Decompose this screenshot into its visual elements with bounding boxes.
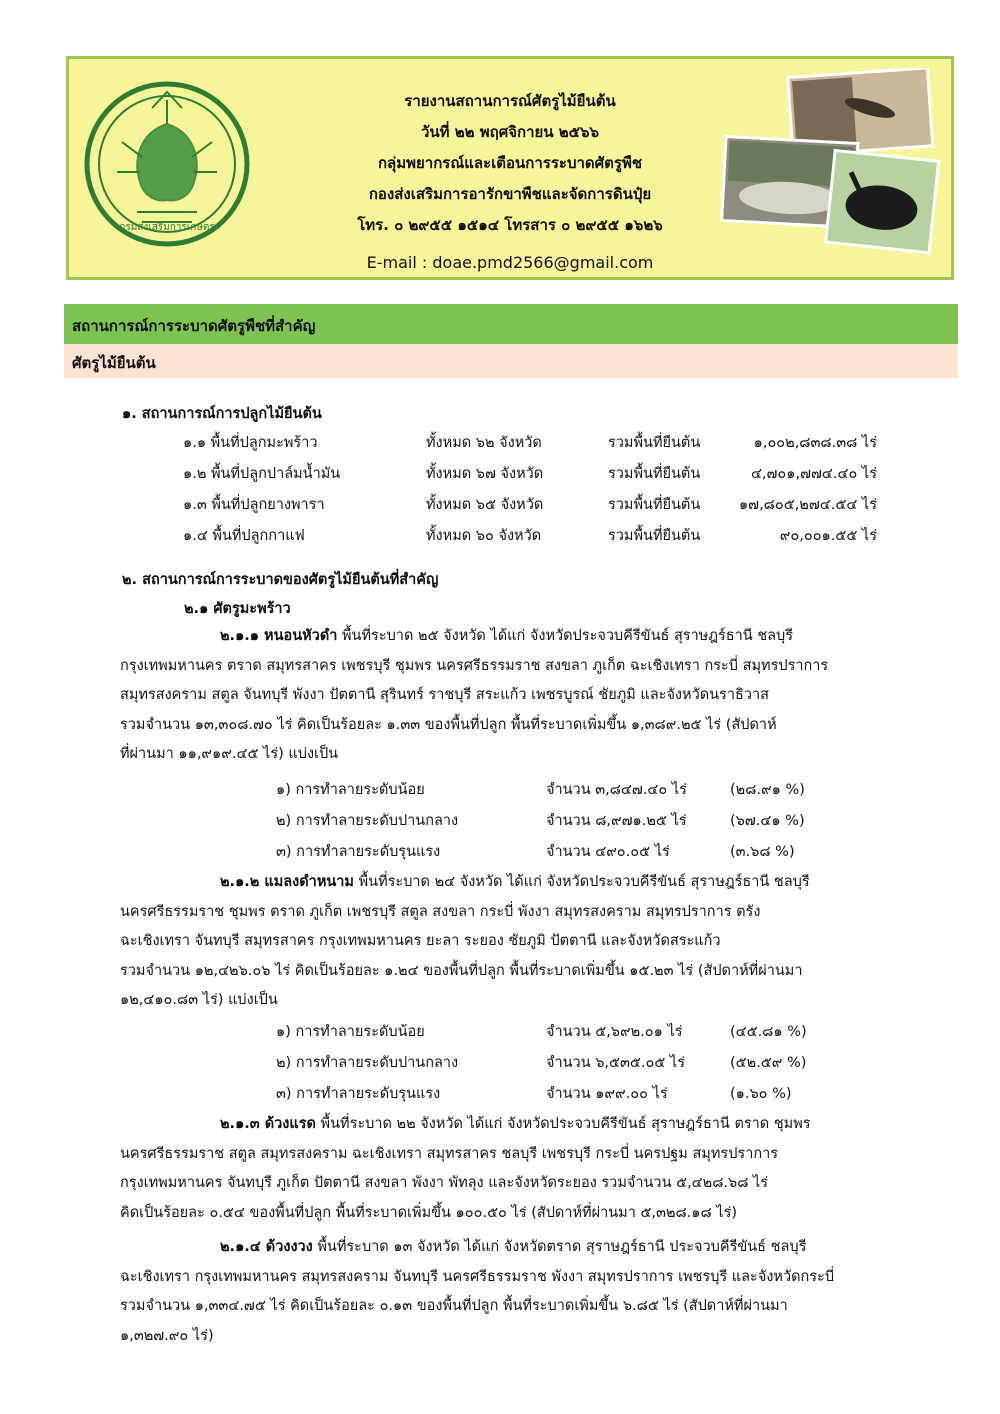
- p213-line1: พื้นที่ระบาด ๒๒ จังหวัด ได้แก่ จังหวัดประจวบคีรีขันธ์ สุราษฎร์ธานี ตราด ชุมพร: [315, 1116, 811, 1132]
- para-2-1-3: [120, 1110, 920, 1228]
- p211-line3: สมุทรสงคราม สตูล จันทบุรี พังงา ปัตตานี สุรินทร์ ราชบุรี สระแก้ว เพชรบูรณ์ ชัยภูมิ และจังหวัดนราธิวาส: [120, 687, 769, 703]
- s1-row1-prov: ทั้งหมด ๖๒ จังหวัด: [426, 435, 542, 451]
- p211-line5: ที่ผ่านมา ๑๑,๙๑๙.๔๕ ไร่) แบ่งเป็น: [120, 746, 339, 762]
- p211-level1-amount: จำนวน ๓,๘๔๗.๔๐ ไร่: [546, 782, 687, 798]
- p211-level2-label: ๒) การทำลายระดับปานกลาง: [276, 813, 459, 829]
- p211-lead: ๒.๑.๑ หนอนหัวดำ: [220, 628, 338, 644]
- s1-row2-value: ๔,๗๐๑,๗๗๔.๔๐ ไร่: [750, 466, 877, 482]
- s1-row2-item: ๑.๒ พื้นที่ปลูกปาล์มน้ำมัน: [183, 466, 341, 482]
- p212-level1-label: ๑) การทำลายระดับน้อย: [276, 1024, 425, 1040]
- p212-level3-label: ๓) การทำลายระดับรุนแรง: [276, 1086, 441, 1102]
- para-2-1-2: [120, 868, 920, 1016]
- section2-title: ๒. สถานการณ์การระบาดของศัตรูไม้ยืนต้นที่สำคัญ: [122, 572, 439, 588]
- seal-caption: กรมส่งเสริมการเกษตร: [119, 222, 215, 233]
- report-date: วันที่ ๒๒ พฤศจิกายน ๒๕๖๖: [420, 123, 600, 141]
- s1-row4-prov: ทั้งหมด ๖๐ จังหวัด: [426, 528, 542, 544]
- s1-row1-label: รวมพื้นที่ยืนต้น: [608, 435, 701, 451]
- s1-row3-label: รวมพื้นที่ยืนต้น: [608, 497, 701, 513]
- para-2-1-1: [120, 622, 920, 770]
- p211-line2: กรุงเทพมหานคร ตราด สมุทรสาคร เพชรบุรี ชุมพร นครศรีธรรมราช สงขลา ภูเก็ต ฉะเชิงเทรา กระบี่ สมุทรปราการ: [120, 657, 829, 674]
- contact-email: E-mail : doae.pmd2566@gmail.com: [366, 253, 654, 272]
- p211-level3-amount: จำนวน ๔๙๐.๐๕ ไร่: [546, 844, 670, 860]
- report-title: รายงานสถานการณ์ศัตรูไม้ยืนต้น: [404, 92, 616, 110]
- p212-line1: พื้นที่ระบาด ๒๔ จังหวัด ได้แก่ จังหวัดประจวบคีรีขันธ์ สุราษฎร์ธานี ชลบุรี: [353, 874, 810, 890]
- p211-level1-pct: (๒๘.๙๑ %): [730, 782, 805, 798]
- p212-level1-pct: (๔๕.๘๑ %): [730, 1024, 807, 1040]
- para-2-1-4: [120, 1233, 920, 1351]
- p214-line2: ฉะเชิงเทรา กรุงเทพมหานคร สมุทรสงคราม จันทบุรี นครศรีธรรมราช พังงา สมุทรปราการ เพชรบุรี และจังหวัดกระบี่: [120, 1268, 835, 1285]
- p211-line1: พื้นที่ระบาด ๒๕ จังหวัด ได้แก่ จังหวัดประจวบคีรีขันธ์ สุราษฎร์ธานี ชลบุรี: [337, 628, 794, 644]
- p214-line3: รวมจำนวน ๑,๓๓๔.๗๕ ไร่ คิดเป็นร้อยละ ๐.๑๓ ของพื้นที่ปลูก พื้นที่ระบาดเพิ่มขึ้น ๖.๘๕ ไร่ (สัปดาห์ที่ผ่านมา: [120, 1298, 788, 1314]
- p212-lead: ๒.๑.๒ แมลงดำหนาม: [220, 874, 354, 890]
- p214-lead: ๒.๑.๔ ด้วงงวง: [220, 1239, 313, 1255]
- p211-level1-label: ๑) การทำลายระดับน้อย: [276, 782, 425, 798]
- p213-lead: ๒.๑.๓ ด้วงแรด: [220, 1116, 316, 1132]
- p214-line1: พื้นที่ระบาด ๑๓ จังหวัด ได้แก่ จังหวัดตราด สุราษฎร์ธานี ประจวบคีรีขันธ์ ชลบุรี: [312, 1239, 807, 1255]
- p213-line3: กรุงเทพมหานคร จันทบุรี ภูเก็ต ปัตตานี สงขลา พังงา พัทลุง และจังหวัดระยอง รวมจำนวน ๕,๔๒๘.๖๘ ไร่: [120, 1175, 769, 1191]
- p211-level2-pct: (๖๗.๔๑ %): [730, 813, 805, 829]
- section-band-main: สถานการณ์การระบาดศัตรูพืชที่สำคัญ: [64, 304, 958, 344]
- contact-phone: โทร. ๐ ๒๙๕๕ ๑๕๑๔ โทรสาร ๐ ๒๙๕๕ ๑๖๒๖: [357, 216, 663, 234]
- s1-row3-prov: ทั้งหมด ๖๕ จังหวัด: [426, 497, 544, 513]
- header-text: [290, 86, 730, 278]
- group-name: กลุ่มพยากรณ์และเตือนการระบาดศัตรูพืช: [377, 154, 643, 172]
- p211-level2-amount: จำนวน ๘,๙๗๑.๒๕ ไร่: [546, 813, 687, 829]
- p212-line5: ๑๒,๔๑๐.๘๓ ไร่) แบ่งเป็น: [120, 992, 278, 1008]
- s1-row4-value: ๙๐,๐๐๑.๕๕ ไร่: [779, 528, 877, 544]
- p212-level2-label: ๒) การทำลายระดับปานกลาง: [276, 1055, 459, 1071]
- section2-sub-coconut: ๒.๑ ศัตรูมะพร้าว: [184, 601, 291, 617]
- p211-level3-pct: (๓.๖๘ %): [730, 844, 795, 860]
- s1-row1-value: ๑,๐๐๒,๘๓๘.๓๘ ไร่: [753, 435, 877, 451]
- pest-photos: [720, 68, 940, 258]
- p213-line4: คิดเป็นร้อยละ ๐.๕๔ ของพื้นที่ปลูก พื้นที่ระบาดเพิ่มขึ้น ๑๐๐.๕๐ ไร่ (สัปดาห์ที่ผ่านมา ๕,๓๒๘.๑๘ ไร่): [120, 1204, 738, 1221]
- s1-row4-item: ๑.๔ พื้นที่ปลูกกาแฟ: [183, 528, 305, 544]
- p212-line3: ฉะเชิงเทรา จันทบุรี สมุทรสาคร กรุงเทพมหานคร ยะลา ระยอง ชัยภูมิ ปัตตานี และจังหวัดสระแก้ว: [120, 933, 721, 949]
- s1-row1-item: ๑.๑ พื้นที่ปลูกมะพร้าว: [183, 435, 318, 451]
- s1-row2-prov: ทั้งหมด ๖๗ จังหวัด: [426, 466, 544, 482]
- p212-line4: รวมจำนวน ๑๒,๔๒๖.๐๖ ไร่ คิดเป็นร้อยละ ๑.๒๔ ของพื้นที่ปลูก พื้นที่ระบาดเพิ่มขึ้น ๑๕.๒๓ ไร่ (สัปดาห์ที่ผ่านมา: [120, 962, 803, 979]
- p211-level3-label: ๓) การทำลายระดับรุนแรง: [276, 844, 441, 860]
- s1-row3-value: ๑๗,๘๐๕,๒๗๔.๕๔ ไร่: [738, 497, 877, 513]
- p211-line4: รวมจำนวน ๑๓,๓๐๘.๗๐ ไร่ คิดเป็นร้อยละ ๑.๓๓ ของพื้นที่ปลูก พื้นที่ระบาดเพิ่มขึ้น ๑,๓๘๙.๒๕ ไร่ (สัปดาห์: [120, 716, 777, 733]
- p212-level1-amount: จำนวน ๕,๖๙๒.๐๑ ไร่: [546, 1024, 683, 1040]
- p212-level2-pct: (๕๒.๕๙ %): [730, 1055, 807, 1071]
- p212-level3-amount: จำนวน ๑๙๙.๐๐ ไร่: [546, 1086, 668, 1102]
- section1-title: ๑. สถานการณ์การปลูกไม้ยืนต้น: [122, 406, 322, 422]
- s1-row4-label: รวมพื้นที่ยืนต้น: [608, 528, 701, 544]
- department-seal-logo: [82, 72, 252, 262]
- division-name: กองส่งเสริมการอารักขาพืชและจัดการดินปุ๋ย: [368, 185, 652, 203]
- p212-level3-pct: (๑.๖๐ %): [730, 1086, 792, 1102]
- p214-line4: ๑,๓๒๗.๙๐ ไร่): [120, 1327, 214, 1344]
- s1-row2-label: รวมพื้นที่ยืนต้น: [608, 466, 701, 482]
- s1-row3-item: ๑.๓ พื้นที่ปลูกยางพารา: [183, 497, 325, 513]
- section-band-sub: ศัตรูไม้ยืนต้น: [64, 344, 958, 378]
- p212-level2-amount: จำนวน ๖,๕๓๕.๐๕ ไร่: [546, 1055, 686, 1071]
- p212-line2: นครศรีธรรมราช ชุมพร ตราด ภูเก็ต เพชรบุรี สตูล สงขลา กระบี่ พังงา สมุทรสงคราม สมุทรปราการ ตรัง: [120, 903, 761, 920]
- p213-line2: นครศรีธรรมราช สตูล สมุทรสงคราม ฉะเชิงเทรา สมุทรสาคร ชลบุรี เพชรบุรี กระบี่ นครปฐม สมุทรปราการ: [120, 1145, 779, 1162]
